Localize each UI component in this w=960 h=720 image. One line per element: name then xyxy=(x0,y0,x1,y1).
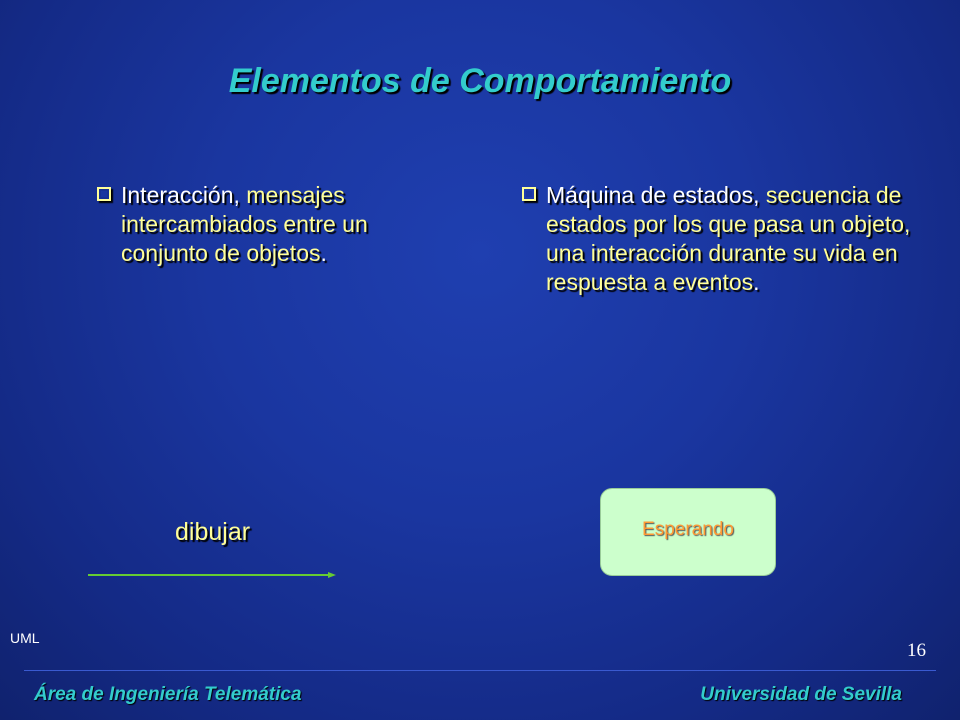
square-bullet-icon xyxy=(97,187,111,201)
message-label: dibujar xyxy=(175,518,251,546)
page-number: 16 xyxy=(907,640,926,661)
bullet-term: Máquina de estados xyxy=(546,182,754,208)
footer-divider xyxy=(24,670,936,671)
bullet-separator: , xyxy=(753,182,760,208)
bullet-interaction xyxy=(97,181,437,268)
bullet-text xyxy=(546,181,922,297)
section-label: UML xyxy=(10,630,40,646)
bullet-description: secuencia de estados por los que pasa un objeto, una interacción durante su vida en respuesta a eventos xyxy=(546,182,911,295)
bullet-end: . xyxy=(753,269,760,295)
state-box xyxy=(600,488,776,576)
bullet-end: . xyxy=(320,240,327,266)
slide-title: Elementos de Comportamiento xyxy=(228,62,732,100)
square-bullet-icon xyxy=(522,187,536,201)
bullet-description: mensajes intercambiados entre un conjunto de objetos xyxy=(121,182,368,266)
bullet-separator: , xyxy=(233,182,240,208)
bullet-text xyxy=(121,181,437,268)
bullet-state-machine xyxy=(522,181,922,297)
footer-department: Área de Ingeniería Telemática xyxy=(34,684,302,705)
state-label: Esperando xyxy=(642,519,734,540)
bullet-term: Interacción xyxy=(121,182,234,208)
footer-university: Universidad de Sevilla xyxy=(700,684,902,705)
message-arrow xyxy=(88,568,338,582)
